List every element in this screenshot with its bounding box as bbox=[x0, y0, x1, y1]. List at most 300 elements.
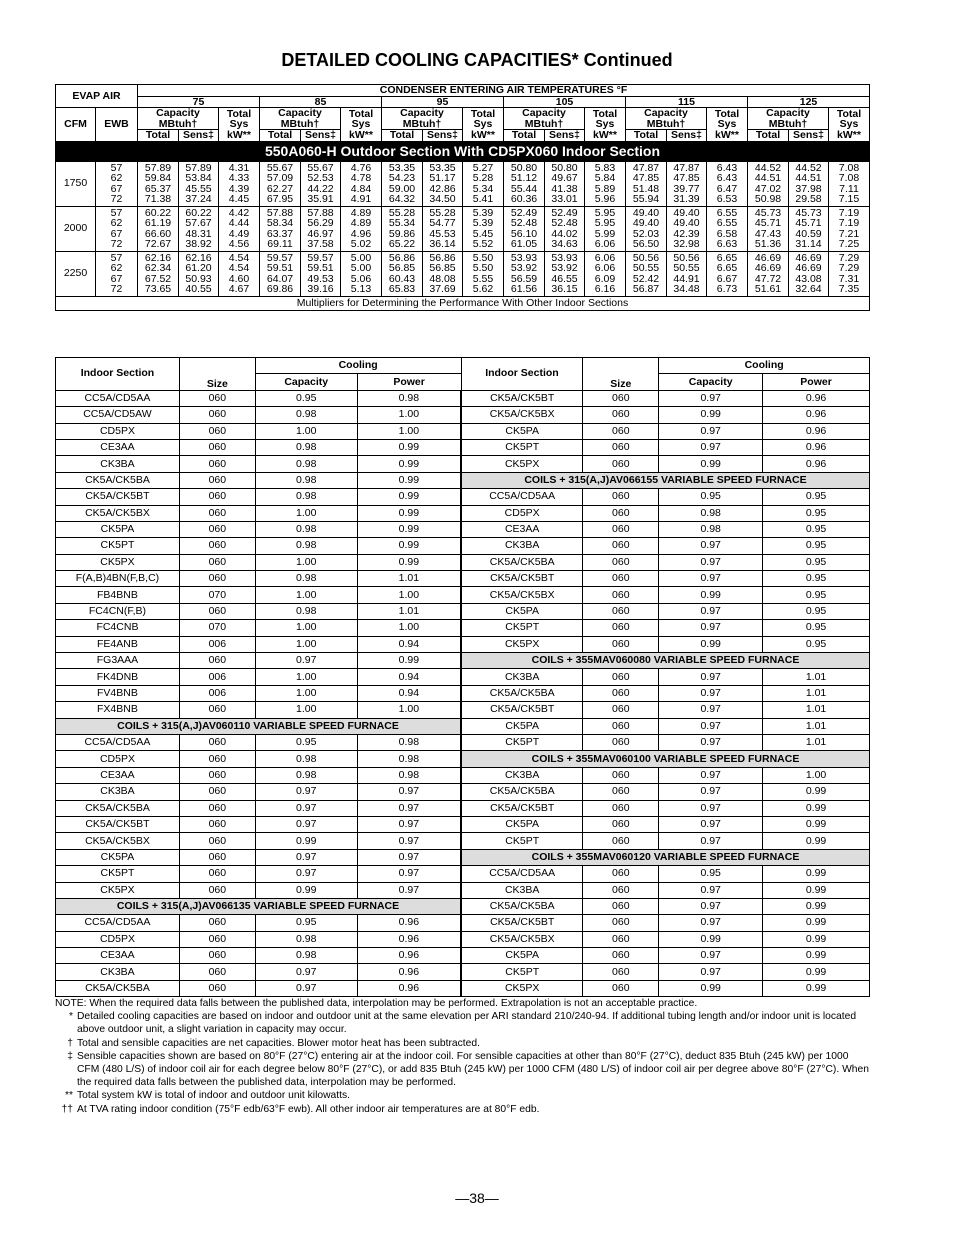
sensible-capacity-cell-value: 45.53 bbox=[429, 227, 456, 240]
capacity-multiplier: 0.95 bbox=[255, 734, 357, 750]
power-multiplier: 0.99 bbox=[763, 980, 870, 996]
size: 060 bbox=[179, 554, 255, 570]
furnace-section-header: COILS + 355MAV060120 VARIABLE SPEED FURNACE bbox=[461, 849, 870, 865]
system-kw-cell-value: 5.95 bbox=[594, 206, 616, 219]
size: 060 bbox=[583, 882, 659, 898]
multiplier-row bbox=[56, 980, 870, 996]
size: 060 bbox=[179, 816, 255, 832]
power-multiplier: 0.96 bbox=[763, 423, 870, 439]
sensible-capacity-cell-value: 44.22 bbox=[307, 182, 334, 195]
size: 060 bbox=[179, 784, 255, 800]
capacity-multiplier: 0.97 bbox=[659, 898, 763, 914]
capacity-multiplier: 1.00 bbox=[255, 554, 357, 570]
multipliers-title: Multipliers for Determining the Performance With Other Indoor Sections bbox=[56, 296, 870, 310]
total-capacity-cell-value: 53.35 bbox=[388, 161, 416, 174]
power-multiplier: 1.00 bbox=[357, 423, 461, 439]
capacity-multiplier: 0.99 bbox=[255, 882, 357, 898]
indoor-section: CK5PT bbox=[461, 620, 583, 636]
system-kw-cell bbox=[219, 161, 260, 206]
multipliers-table bbox=[55, 357, 870, 997]
system-kw-cell-value: 4.39 bbox=[228, 182, 250, 195]
size: 060 bbox=[583, 554, 659, 570]
size: 060 bbox=[583, 718, 659, 734]
system-kw-cell-value: 5.27 bbox=[472, 161, 494, 174]
indoor-section: CE3AA bbox=[56, 767, 180, 783]
total-capacity-cell-value: 50.98 bbox=[754, 193, 782, 205]
capacity-multiplier: 0.97 bbox=[255, 800, 357, 816]
system-kw-cell-value: 5.13 bbox=[350, 283, 372, 295]
system-kw-cell-value: 5.83 bbox=[594, 161, 616, 174]
capacity-multiplier: 0.97 bbox=[659, 718, 763, 734]
capacity-multiplier: 0.97 bbox=[659, 833, 763, 849]
footnotes bbox=[55, 997, 870, 1116]
system-kw-cell-value: 7.19 bbox=[838, 217, 860, 229]
ewb-cell-value: 62 bbox=[110, 217, 123, 229]
sensible-capacity-cell-value: 55.67 bbox=[307, 161, 334, 174]
system-kw-cell-value: 7.21 bbox=[838, 227, 860, 240]
capacity-multiplier: 0.97 bbox=[659, 915, 763, 931]
ewb-cell-value: 57 bbox=[110, 251, 123, 264]
ewb-cell-value: 57 bbox=[110, 206, 123, 219]
power-multiplier: 0.95 bbox=[763, 636, 870, 652]
indoor-section: CC5A/CD5AW bbox=[56, 407, 180, 423]
total-header: Total bbox=[260, 130, 301, 142]
system-kw-cell-value: 6.43 bbox=[716, 172, 738, 184]
system-kw-cell-value: 6.53 bbox=[716, 193, 738, 205]
indoor-section: FX4BNB bbox=[56, 702, 180, 718]
power-multiplier: 0.95 bbox=[763, 489, 870, 505]
indoor-section: CD5PX bbox=[56, 931, 180, 947]
power-multiplier: 0.99 bbox=[763, 964, 870, 980]
total-capacity-cell bbox=[138, 206, 179, 251]
total-capacity-cell-value: 69.11 bbox=[267, 238, 293, 250]
indoor-section: CK5A/CK5BA bbox=[56, 800, 180, 816]
system-kw-cell-value: 6.67 bbox=[716, 272, 738, 285]
total-capacity-cell-value: 55.94 bbox=[632, 193, 660, 205]
capacity-header: Capacity MBtuh† bbox=[138, 108, 219, 130]
capacity-multiplier: 0.95 bbox=[659, 866, 763, 882]
size: 060 bbox=[179, 948, 255, 964]
indoor-section: FB4BNB bbox=[56, 587, 180, 603]
sensible-capacity-cell-value: 56.85 bbox=[429, 262, 456, 274]
total-header: Total bbox=[504, 130, 545, 142]
power-multiplier: 0.99 bbox=[763, 898, 870, 914]
total-capacity-cell-value: 47.85 bbox=[632, 172, 660, 184]
sensible-capacity-cell-value: 36.15 bbox=[551, 283, 578, 295]
sensible-capacity-cell-value: 50.80 bbox=[551, 161, 578, 174]
capacity-multiplier: 0.97 bbox=[659, 390, 763, 406]
size: 060 bbox=[583, 833, 659, 849]
sensible-capacity-cell-value: 52.53 bbox=[307, 172, 334, 184]
power-multiplier: 1.01 bbox=[357, 571, 461, 587]
size: 060 bbox=[583, 439, 659, 455]
multiplier-row bbox=[56, 407, 870, 423]
system-kw-cell-value: 4.78 bbox=[350, 172, 372, 184]
capacity-header: Capacity bbox=[659, 374, 763, 390]
total-capacity-cell bbox=[382, 251, 423, 296]
sensible-capacity-cell-value: 45.71 bbox=[795, 217, 822, 229]
indoor-section: CE3AA bbox=[56, 439, 180, 455]
power-multiplier: 1.00 bbox=[357, 620, 461, 636]
ewb-cell-value: 67 bbox=[110, 272, 123, 285]
size: 060 bbox=[179, 603, 255, 619]
size: 006 bbox=[179, 685, 255, 701]
total-capacity-cell-value: 56.85 bbox=[388, 262, 416, 274]
temp-header: 75 bbox=[138, 96, 260, 108]
furnace-section-header: COILS + 315(A,J)AV066135 VARIABLE SPEED FURNACE bbox=[56, 898, 462, 914]
capacity-multiplier: 0.98 bbox=[255, 948, 357, 964]
size: 060 bbox=[179, 767, 255, 783]
total-capacity-cell bbox=[382, 161, 423, 206]
capacity-multiplier: 1.00 bbox=[255, 685, 357, 701]
total-sys-header: Total Sys kW** bbox=[463, 108, 504, 142]
size: 060 bbox=[179, 538, 255, 554]
indoor-section: CK5PT bbox=[461, 439, 583, 455]
sensible-capacity-cell-value: 44.91 bbox=[673, 272, 700, 285]
multiplier-row bbox=[56, 685, 870, 701]
power-multiplier: 0.99 bbox=[357, 554, 461, 570]
capacity-multiplier: 0.99 bbox=[659, 980, 763, 996]
system-kw-cell-value: 6.06 bbox=[594, 238, 616, 250]
total-header: Total bbox=[382, 130, 423, 142]
sensible-capacity-cell-value: 38.92 bbox=[185, 238, 212, 250]
capacity-multiplier: 0.97 bbox=[659, 784, 763, 800]
power-multiplier: 1.01 bbox=[763, 718, 870, 734]
system-kw-cell-value: 5.41 bbox=[472, 193, 494, 205]
indoor-section: CK5A/CK5BT bbox=[461, 390, 583, 406]
system-kw-cell bbox=[463, 251, 504, 296]
sensible-capacity-cell bbox=[789, 161, 829, 206]
furnace-section-header: COILS + 355MAV060080 VARIABLE SPEED FURNACE bbox=[461, 653, 870, 669]
multiplier-row bbox=[56, 702, 870, 718]
system-kw-cell bbox=[585, 206, 626, 251]
indoor-section-header: Indoor Section bbox=[461, 358, 583, 391]
power-multiplier: 0.94 bbox=[357, 685, 461, 701]
sensible-capacity-cell bbox=[179, 161, 219, 206]
sensible-capacity-cell-value: 44.51 bbox=[795, 172, 822, 184]
multiplier-row bbox=[56, 734, 870, 750]
sensible-capacity-cell bbox=[545, 206, 585, 251]
sensible-capacity-cell-value: 56.86 bbox=[429, 251, 456, 264]
total-header: Total bbox=[626, 130, 667, 142]
capacity-multiplier: 1.00 bbox=[255, 669, 357, 685]
system-kw-cell-value: 5.02 bbox=[350, 238, 372, 250]
ewb-cell-value: 72 bbox=[110, 238, 123, 250]
power-multiplier: 0.97 bbox=[357, 849, 461, 865]
power-multiplier: 0.96 bbox=[763, 439, 870, 455]
total-capacity-cell-value: 49.40 bbox=[632, 206, 660, 219]
total-capacity-cell-value: 52.42 bbox=[632, 272, 660, 285]
size: 060 bbox=[583, 685, 659, 701]
power-multiplier: 0.96 bbox=[357, 931, 461, 947]
indoor-section: FV4BNB bbox=[56, 685, 180, 701]
indoor-section: CK5A/CK5BT bbox=[56, 816, 180, 832]
multiplier-row bbox=[56, 784, 870, 800]
sensible-capacity-cell-value: 32.64 bbox=[795, 283, 822, 295]
capacity-multiplier: 0.95 bbox=[255, 390, 357, 406]
indoor-section: FE4ANB bbox=[56, 636, 180, 652]
system-kw-cell-value: 5.00 bbox=[350, 251, 372, 264]
ewb-cell-value: 67 bbox=[110, 227, 123, 240]
total-capacity-cell-value: 54.23 bbox=[388, 172, 416, 184]
indoor-section: CK3BA bbox=[461, 767, 583, 783]
system-kw-cell-value: 6.65 bbox=[716, 262, 738, 274]
power-multiplier: 0.96 bbox=[357, 915, 461, 931]
size: 060 bbox=[179, 849, 255, 865]
note-line bbox=[55, 1010, 870, 1036]
note-line bbox=[55, 1103, 870, 1116]
total-capacity-cell-value: 50.56 bbox=[632, 251, 660, 264]
sensible-capacity-cell-value: 46.55 bbox=[551, 272, 578, 285]
total-capacity-cell-value: 45.71 bbox=[754, 217, 782, 229]
size: 060 bbox=[179, 734, 255, 750]
system-kw-cell-value: 5.62 bbox=[472, 283, 494, 295]
system-kw-cell-value: 7.25 bbox=[838, 238, 860, 250]
cfm-value: 2250 bbox=[56, 251, 96, 296]
cfm-value: 2000 bbox=[56, 206, 96, 251]
size: 060 bbox=[583, 390, 659, 406]
total-capacity-cell-value: 60.22 bbox=[144, 206, 172, 219]
power-multiplier: 1.00 bbox=[763, 767, 870, 783]
system-kw-cell-value: 4.31 bbox=[228, 161, 250, 174]
sensible-capacity-cell-value: 37.58 bbox=[307, 238, 334, 250]
system-kw-cell bbox=[829, 161, 870, 206]
sensible-capacity-cell-value: 48.08 bbox=[429, 272, 456, 285]
capacity-multiplier: 0.97 bbox=[659, 964, 763, 980]
sensible-capacity-cell-value: 46.69 bbox=[795, 251, 822, 264]
size: 060 bbox=[179, 521, 255, 537]
total-capacity-cell-value: 59.00 bbox=[388, 182, 416, 195]
multiplier-row bbox=[56, 489, 870, 505]
header-row bbox=[56, 108, 870, 130]
capacity-multiplier: 1.00 bbox=[255, 702, 357, 718]
capacity-multiplier: 0.97 bbox=[255, 980, 357, 996]
power-multiplier: 1.00 bbox=[357, 407, 461, 423]
indoor-section: CK5A/CK5BA bbox=[461, 685, 583, 701]
page-number: —38— bbox=[455, 1190, 499, 1206]
note-mark: * bbox=[68, 1011, 73, 1023]
size: 060 bbox=[583, 521, 659, 537]
size: 060 bbox=[583, 948, 659, 964]
indoor-section: CK3BA bbox=[461, 669, 583, 685]
power-multiplier: 0.99 bbox=[763, 866, 870, 882]
total-capacity-cell-value: 72.67 bbox=[144, 238, 172, 250]
sensible-capacity-cell-value: 29.58 bbox=[795, 193, 822, 205]
sens-header: Sens‡ bbox=[179, 130, 219, 142]
indoor-section: CK5A/CK5BT bbox=[461, 571, 583, 587]
multiplier-row bbox=[56, 521, 870, 537]
total-capacity-cell-value: 55.34 bbox=[388, 217, 416, 229]
indoor-section: FG3AAA bbox=[56, 653, 180, 669]
total-capacity-cell-value: 58.34 bbox=[266, 217, 294, 229]
size: 060 bbox=[179, 964, 255, 980]
system-kw-cell-value: 5.34 bbox=[472, 182, 494, 195]
total-capacity-cell bbox=[748, 161, 789, 206]
system-kw-cell-value: 4.91 bbox=[350, 193, 372, 205]
power-multiplier: 0.95 bbox=[763, 571, 870, 587]
size: 060 bbox=[179, 505, 255, 521]
capacity-multiplier: 0.97 bbox=[659, 439, 763, 455]
total-capacity-cell-value: 44.52 bbox=[754, 161, 782, 174]
indoor-section: CK3BA bbox=[461, 882, 583, 898]
capacity-multiplier: 0.97 bbox=[659, 538, 763, 554]
total-capacity-cell bbox=[748, 251, 789, 296]
sensible-capacity-cell-value: 36.14 bbox=[429, 238, 456, 250]
page-title: DETAILED COOLING CAPACITIES* Continued bbox=[281, 50, 673, 70]
sensible-capacity-cell bbox=[179, 251, 219, 296]
sensible-capacity-cell bbox=[423, 206, 463, 251]
indoor-section: CC5A/CD5AA bbox=[461, 489, 583, 505]
power-multiplier: 0.99 bbox=[357, 521, 461, 537]
cfm-group-row bbox=[56, 251, 870, 296]
power-multiplier: 0.99 bbox=[763, 915, 870, 931]
sensible-capacity-cell bbox=[545, 251, 585, 296]
note-line bbox=[55, 997, 870, 1010]
size: 060 bbox=[583, 980, 659, 996]
sens-header: Sens‡ bbox=[423, 130, 463, 142]
power-multiplier: 0.99 bbox=[763, 931, 870, 947]
total-capacity-cell-value: 73.65 bbox=[144, 283, 172, 295]
size: 060 bbox=[583, 603, 659, 619]
indoor-section: CD5PX bbox=[461, 505, 583, 521]
power-multiplier: 0.98 bbox=[357, 390, 461, 406]
system-kw-cell-value: 4.45 bbox=[228, 193, 250, 205]
capacity-multiplier: 0.98 bbox=[659, 505, 763, 521]
indoor-section: CK5A/CK5BX bbox=[461, 587, 583, 603]
multiplier-row bbox=[56, 390, 870, 406]
multiplier-header-row bbox=[56, 358, 870, 374]
indoor-section: CK5A/CK5BX bbox=[56, 833, 180, 849]
total-capacity-cell bbox=[626, 161, 667, 206]
size: 060 bbox=[583, 456, 659, 472]
total-capacity-cell bbox=[626, 206, 667, 251]
power-multiplier: 0.95 bbox=[763, 587, 870, 603]
capacity-multiplier: 0.99 bbox=[255, 833, 357, 849]
total-capacity-cell-value: 52.03 bbox=[632, 227, 660, 240]
total-capacity-cell-value: 66.60 bbox=[144, 227, 172, 240]
power-multiplier: 0.98 bbox=[357, 751, 461, 767]
multiplier-row bbox=[56, 554, 870, 570]
system-kw-cell-value: 5.00 bbox=[350, 262, 372, 274]
multiplier-row bbox=[56, 653, 870, 669]
sensible-capacity-cell-value: 57.89 bbox=[185, 161, 212, 174]
size: 060 bbox=[583, 734, 659, 750]
size: 060 bbox=[583, 620, 659, 636]
system-kw-cell-value: 4.54 bbox=[228, 262, 250, 274]
indoor-section: CK5A/CK5BX bbox=[461, 407, 583, 423]
capacity-multiplier: 0.98 bbox=[255, 767, 357, 783]
temp-header: 85 bbox=[260, 96, 382, 108]
multiplier-row bbox=[56, 603, 870, 619]
power-multiplier: 1.00 bbox=[357, 702, 461, 718]
capacity-multiplier: 0.97 bbox=[659, 423, 763, 439]
capacity-multiplier: 0.99 bbox=[659, 456, 763, 472]
indoor-section: CK5PA bbox=[56, 849, 180, 865]
sensible-capacity-cell-value: 54.77 bbox=[429, 217, 456, 229]
sensible-capacity-cell-value: 53.92 bbox=[551, 262, 578, 274]
total-capacity-cell-value: 50.80 bbox=[510, 161, 538, 174]
total-capacity-cell-value: 60.36 bbox=[510, 193, 538, 205]
sensible-capacity-cell-value: 45.73 bbox=[795, 206, 822, 219]
capacity-multiplier: 0.97 bbox=[659, 685, 763, 701]
system-kw-cell-value: 4.96 bbox=[350, 227, 372, 240]
multiplier-row bbox=[56, 964, 870, 980]
total-capacity-cell-value: 56.10 bbox=[510, 227, 538, 240]
multiplier-row bbox=[56, 833, 870, 849]
sensible-capacity-cell-value: 43.08 bbox=[795, 272, 822, 285]
capacity-multiplier: 0.98 bbox=[255, 407, 357, 423]
capacity-multiplier: 0.97 bbox=[255, 866, 357, 882]
power-multiplier: 0.94 bbox=[357, 669, 461, 685]
total-capacity-cell bbox=[260, 206, 301, 251]
sensible-capacity-cell-value: 32.98 bbox=[673, 238, 700, 250]
total-capacity-cell-value: 56.50 bbox=[632, 238, 660, 250]
total-capacity-cell-value: 55.44 bbox=[510, 182, 538, 195]
sensible-capacity-cell bbox=[301, 161, 341, 206]
capacity-multiplier: 0.95 bbox=[255, 915, 357, 931]
sensible-capacity-cell-value: 56.29 bbox=[307, 217, 334, 229]
total-capacity-cell-value: 71.38 bbox=[144, 193, 172, 205]
indoor-section: CK5A/CK5BA bbox=[461, 554, 583, 570]
power-multiplier: 0.99 bbox=[763, 833, 870, 849]
cooling-header: Cooling bbox=[255, 358, 461, 374]
total-capacity-cell-value: 61.19 bbox=[144, 217, 172, 229]
indoor-section: CK5A/CK5BT bbox=[461, 915, 583, 931]
total-capacity-cell bbox=[382, 206, 423, 251]
total-capacity-cell-value: 69.86 bbox=[266, 283, 294, 295]
size: 060 bbox=[179, 915, 255, 931]
total-capacity-cell-value: 51.36 bbox=[754, 238, 782, 250]
ewb-cell-value: 72 bbox=[110, 193, 123, 205]
system-kw-cell-value: 5.39 bbox=[472, 217, 494, 229]
power-multiplier: 0.96 bbox=[357, 964, 461, 980]
size: 060 bbox=[179, 866, 255, 882]
capacity-multiplier: 0.97 bbox=[659, 669, 763, 685]
power-multiplier: 0.97 bbox=[357, 784, 461, 800]
capacity-header: Capacity MBtuh† bbox=[626, 108, 707, 130]
sensible-capacity-cell-value: 40.55 bbox=[185, 283, 212, 295]
ewb-cell bbox=[96, 161, 138, 206]
size: 060 bbox=[583, 866, 659, 882]
capacity-multiplier: 0.98 bbox=[255, 456, 357, 472]
total-capacity-cell-value: 47.72 bbox=[754, 272, 782, 285]
system-kw-cell bbox=[585, 251, 626, 296]
system-kw-cell bbox=[707, 206, 748, 251]
sensible-capacity-cell-value: 33.01 bbox=[551, 193, 578, 205]
capacity-multiplier: 0.97 bbox=[659, 571, 763, 587]
capacity-multiplier: 0.98 bbox=[255, 751, 357, 767]
indoor-section: CK5A/CK5BA bbox=[461, 784, 583, 800]
total-capacity-cell-value: 55.28 bbox=[388, 206, 416, 219]
indoor-section: CK5A/CK5BT bbox=[461, 800, 583, 816]
system-kw-cell-value: 4.76 bbox=[350, 161, 372, 174]
total-capacity-cell-value: 56.59 bbox=[510, 272, 538, 285]
sensible-capacity-cell-value: 49.40 bbox=[673, 217, 700, 229]
capacity-multiplier: 0.97 bbox=[659, 816, 763, 832]
power-multiplier: 0.99 bbox=[357, 538, 461, 554]
total-sys-header: Total Sys kW** bbox=[219, 108, 260, 142]
indoor-section: CK5PA bbox=[56, 521, 180, 537]
ewb-cell-value: 67 bbox=[110, 182, 123, 195]
multiplier-row bbox=[56, 800, 870, 816]
total-capacity-cell bbox=[260, 161, 301, 206]
multiplier-row bbox=[56, 423, 870, 439]
indoor-section: CE3AA bbox=[56, 948, 180, 964]
system-kw-cell-value: 6.55 bbox=[716, 206, 738, 219]
system-kw-cell-value: 7.29 bbox=[838, 251, 860, 264]
note-line bbox=[55, 1037, 870, 1050]
sensible-capacity-cell-value: 44.52 bbox=[795, 161, 822, 174]
